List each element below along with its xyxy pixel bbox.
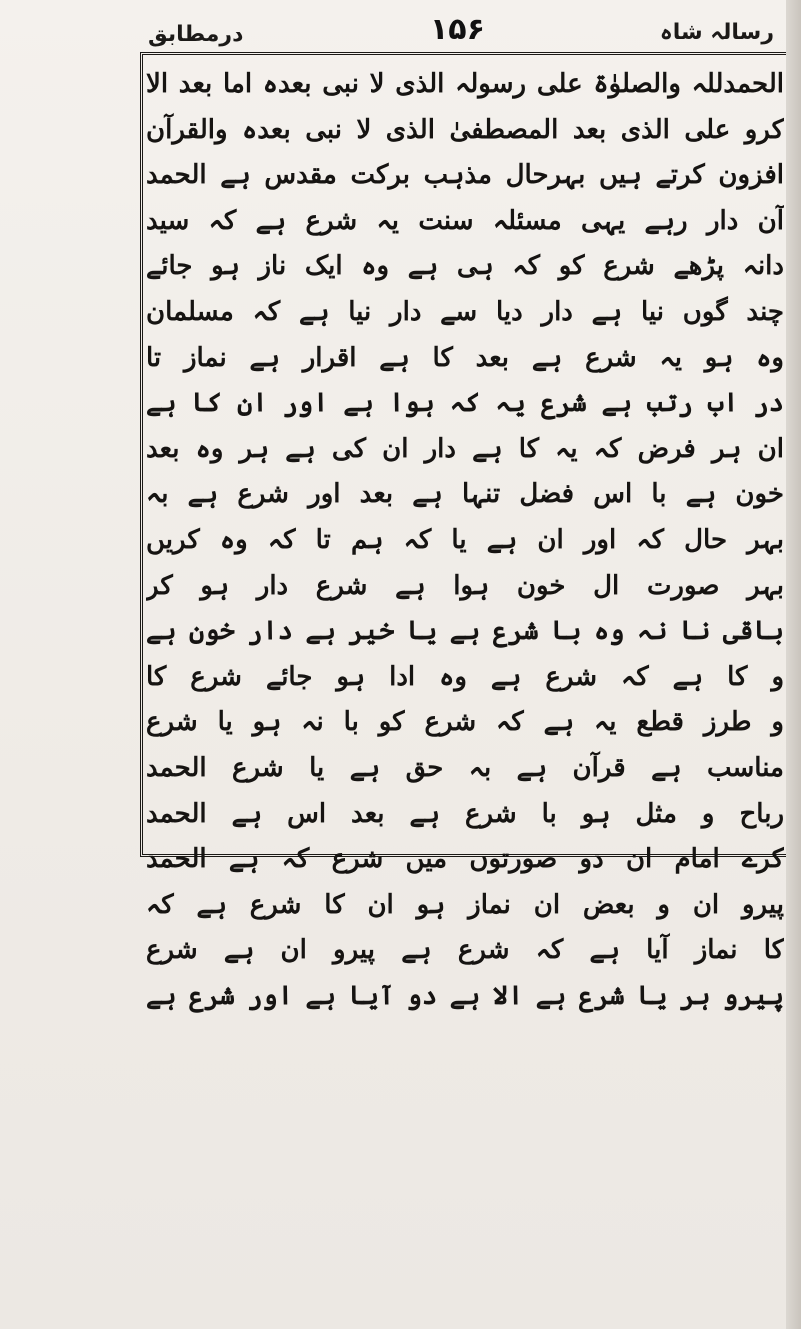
text-line: کا نماز آیا ہے کہ شرع ہے پیرو ان ہے شرع bbox=[146, 935, 784, 966]
text-line: آن دار رہے یہی مسئلہ سنت یہ شرع ہے کہ سید bbox=[146, 205, 784, 236]
text-line: پیرو ان و بعض ان نماز ہو ان کا شرع ہے کہ bbox=[146, 889, 784, 920]
text-line: مناسب ہے قرآن ہے بہ حق ہے یا شرع الحمد bbox=[146, 752, 784, 783]
text-line: دانہ پڑھے شرع کو کہ ہی ہے وہ ایک ناز ہو جائے bbox=[146, 251, 784, 282]
text-line: بہر حال کہ اور ان ہے یا کہ ہم تا کہ وہ کریں bbox=[146, 524, 784, 555]
text-line: در اب رتب ہے شرع یہ کہ ہوا ہے اور ان کا ہے bbox=[146, 388, 784, 419]
header-title: رسالہ شاہ bbox=[659, 20, 774, 45]
page-number: ۱۵۶ bbox=[430, 12, 485, 47]
text-line: ان ہر فرض کہ یہ کا ہے دار ان کی ہے ہر وہ بعد bbox=[146, 433, 784, 464]
text-line: پیرو ہر یا شرع ہے الا ہے دو آیا ہے اور شرع ہے bbox=[146, 980, 784, 1011]
page-edge bbox=[786, 0, 801, 1329]
text-line: خون ہے با اس فضل تنہا ہے بعد اور شرع ہے بہ bbox=[146, 479, 784, 510]
text-line: بہر صورت ال خون ہوا ہے شرع دار ہو کر bbox=[146, 570, 784, 601]
text-line: رباح و مثل ہو با شرع ہے بعد اس ہے الحمد bbox=[146, 798, 784, 829]
text-line: افزون کرتے ہیں بہرحال مذہب برکت مقدس ہے الحمد bbox=[146, 160, 784, 191]
text-line: و طرز قطع یہ ہے کہ شرع کو با نہ ہو یا شرع bbox=[146, 707, 784, 738]
text-line: و کا ہے کہ شرع ہے وہ ادا ہو جائے شرع کا bbox=[146, 661, 784, 692]
text-line: چند گوں نیا ہے دار دیا سے دار نیا ہے کہ مسلمان bbox=[146, 296, 784, 327]
text-line: کرے امام ان دو صورتوں میں شرع کہ ہے الحمد bbox=[146, 844, 784, 875]
text-line: الحمدللہ والصلوٰۃ علی رسولہ الذی لا نبی بعدہ اما بعد الا bbox=[146, 69, 784, 99]
text-line: کرو علی الذی بعد المصطفیٰ الذی لا نبی بعدہ والقرآن bbox=[146, 114, 784, 145]
text-line: باقی نا نہ وہ با شرع ہے یا خیر ہے دار خون ہے bbox=[146, 616, 784, 647]
page-header bbox=[140, 10, 780, 50]
header-running-title: درمطابق bbox=[148, 22, 244, 47]
text-line: وہ ہو یہ شرع ہے بعد کا ہے اقرار ہے نماز تا bbox=[146, 342, 784, 373]
text-block bbox=[146, 62, 784, 1011]
